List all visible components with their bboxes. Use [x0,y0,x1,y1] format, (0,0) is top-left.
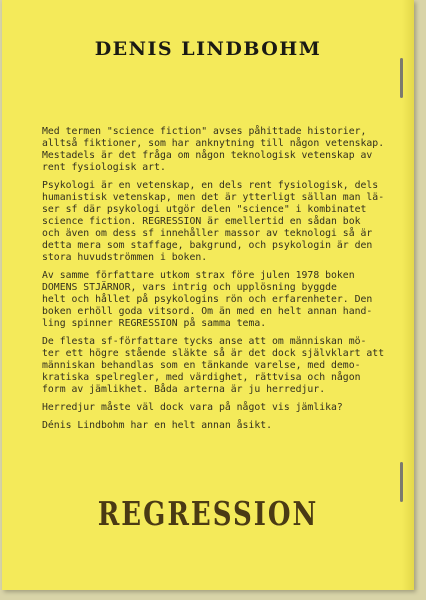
text-line: DOMENS STJÄRNOR, vars intrig och upplösning byggde [42,282,337,293]
text-line: Herredjur måste väl dock vara på något vis jämlika? [42,402,343,413]
binding-staple-top [400,58,403,98]
text-line: De flesta sf-författare tycks anse att om människan mö- [42,336,367,347]
text-line: ling spinner REGRESSION på samma tema. [42,318,267,329]
paragraph-5 [42,402,394,414]
text-line: och även om dess sf innehåller massor av teknologi så är [42,228,373,239]
text-line: ter ett högre stående släkte så är det dock självklart att [42,348,385,359]
text-line: Dénis Lindbohm har en helt annan åsikt. [42,420,273,431]
text-line: boken erhöll goda vitsord. Om än med en helt annan hand- [42,306,373,317]
text-line: detta mera som staffage, bakgrund, och psykologin är den [42,240,373,251]
text-line: Psykologi är en vetenskap, en dels rent fysiologisk, dels [42,180,379,191]
text-line: helt och hållet på psykologins rön och erfarenheter. Den [42,294,373,305]
book-title: REGRESSION [97,496,319,534]
text-line: Med termen "science fiction" avses påhittade historier, [42,126,367,137]
text-line: Av samme författare utkom strax före julen 1978 boken [42,270,355,281]
text-line: form av jämlikhet. Båda arterna är ju herredjur. [42,384,326,395]
text-line: alltså fiktioner, som har anknytning till någon vetenskap. [42,138,385,149]
text-line: människan behandlas som en tänkande varelse, med demo- [42,360,361,371]
text-line: rent fysiologisk art. [42,162,166,173]
author-name: DENIS LINDBOHM [94,38,322,60]
text-line: stora huvudströmmen i boken. [42,252,208,263]
paragraph-3 [42,270,394,330]
text-line: ser sf där psykologi utgör delen "science" i kombinatet [42,204,367,215]
text-line: science fiction. REGRESSION är emellertid en sådan bok [42,216,361,227]
paragraph-6 [42,420,394,432]
back-cover-page [2,0,414,590]
paragraph-4 [42,336,394,396]
text-line: humanistisk vetenskap, men det är ytterligt sällan man lä- [42,192,385,203]
text-line: kratiska spelregler, med värdighet, rättvisa och någon [42,372,361,383]
paragraph-1 [42,126,394,174]
blurb-text [42,126,394,438]
paragraph-2 [42,180,394,264]
text-line: Mestadels är det fråga om någon teknologisk vetenskap av [42,150,373,161]
binding-staple-bottom [400,462,403,502]
